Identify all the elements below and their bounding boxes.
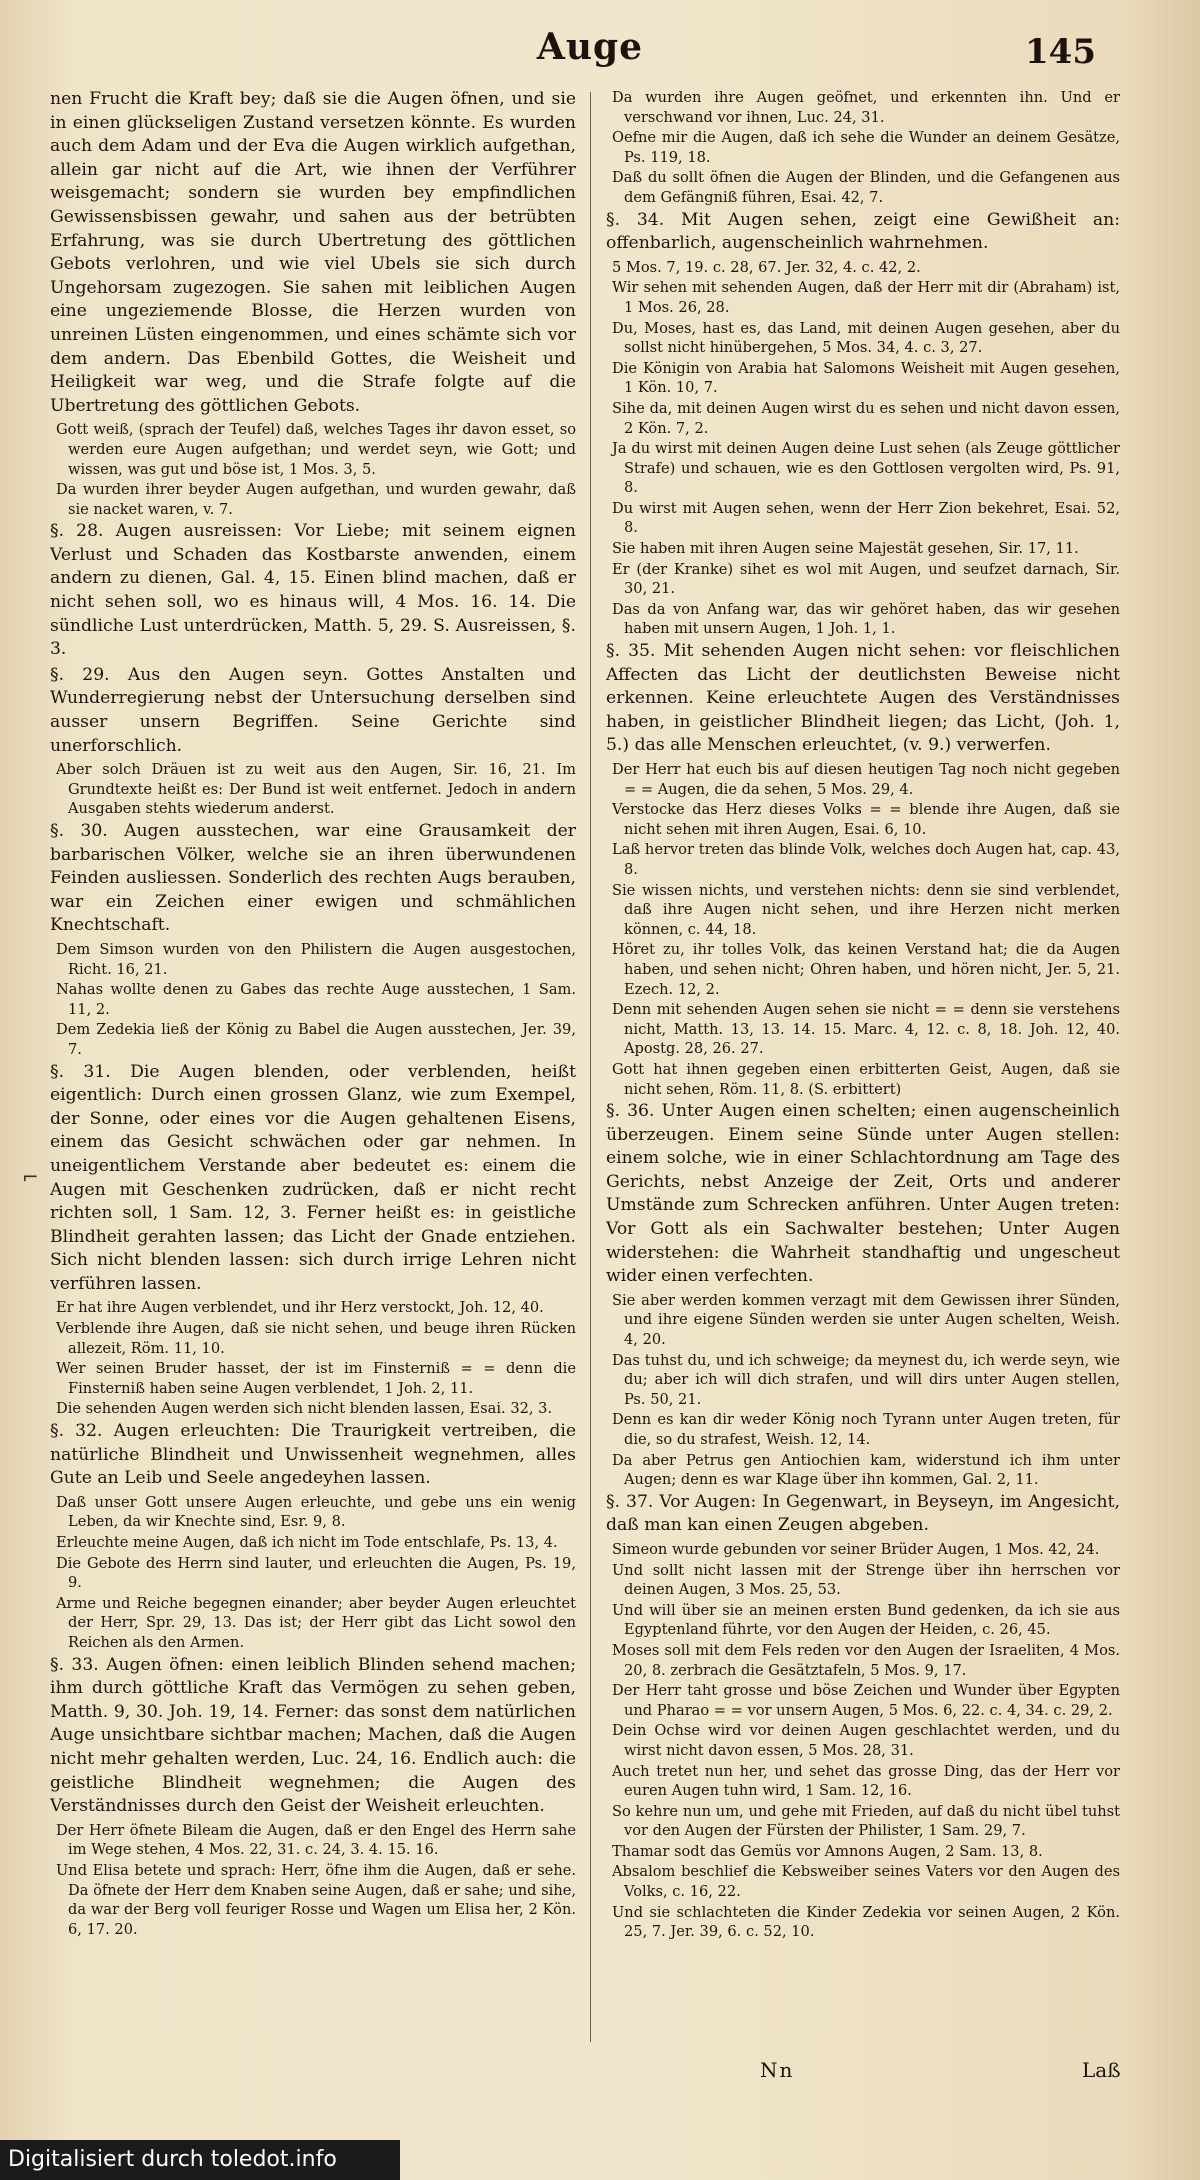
scripture-quote: Da aber Petrus gen Antiochien kam, widerstund ich ihm unter Augen; denn es war Klage über ihn kommen, Gal. 2, 11.	[612, 1451, 1120, 1489]
scripture-quote: Höret zu, ihr tolles Volk, das keinen Verstand hat; die da Augen haben, und sehen nicht; Ohren haben, und hören nicht, Jer. 5, 21. Ezech. 12, 2.	[612, 941, 1120, 998]
paragraph: §. 37. Vor Augen: In Gegenwart, in Beyseyn, im Angesicht, daß man kan einen Zeugen abgeben.	[606, 1491, 1120, 1536]
page-number: 145	[1025, 32, 1096, 72]
scripture-quote: Und sie schlachteten die Kinder Zedekia vor seinen Augen, 2 Kön. 25, 7. Jer. 39, 6. c. 52, 10.	[612, 1903, 1120, 1941]
scripture-quote: Erleuchte meine Augen, daß ich nicht im Tode entschlafe, Ps. 13, 4.	[56, 1534, 558, 1551]
paragraph: §. 35. Mit sehenden Augen nicht sehen: vor fleischlichen Affecten das Licht der deutlichsten Beweise nicht erkennen. Keine erleuchtete Augen des Verständnisses haben, in geistlicher Blindheit liegen; das Licht, (Joh. 1, 5.) das alle Menschen erleuchtet, (v. 9.) verwerfen.	[606, 641, 1120, 756]
scripture-quote: Ja du wirst mit deinen Augen deine Lust sehen (als Zeuge göttlicher Strafe) und schauen, wie es den Gottlosen vergolten wird, Ps. 91, 8.	[612, 440, 1120, 497]
paragraph: §. 28. Augen ausreissen: Vor Liebe; mit seinem eignen Verlust und Schaden das Kostbarste anwenden, einem andern zu dienen, Gal. 4, 15. Einen blind machen, daß er nicht sehen soll, wo es hinaus will, 4 Mos. 16. 14. Die sündliche Lust unterdrücken, Matth. 5, 29. S. Ausreissen, §. 3.	[50, 521, 576, 660]
scripture-quote: Verblende ihre Augen, daß sie nicht sehen, und beuge ihren Rücken allezeit, Röm. 11, 10.	[56, 1320, 576, 1357]
scripture-quote: Dem Simson wurden von den Philistern die Augen ausgestochen, Richt. 16, 21.	[56, 940, 576, 978]
scripture-quote: Auch tretet nun her, und sehet das grosse Ding, das der Herr vor euren Augen tuhn wird, 1 Sam. 12, 16.	[612, 1762, 1120, 1800]
paragraph: §. 33. Augen öfnen: einen leiblich Blinden sehend machen; ihm durch göttliche Kraft das Vermögen zu sehen geben, Matth. 9, 30. Joh. 19, 14. Ferner: das sonst dem natürlichen Auge unsichtbare sichtbar machen; Machen, daß die Augen nicht mehr gehalten werden, Luc. 24, 16. Endlich auch: die geistliche Blindheit wegnehmen; die Augen des Verständnisses durch den Geist der Weisheit erleuchten.	[50, 1654, 576, 1817]
scripture-quote: Und sollt nicht lassen mit der Strenge über ihn herrschen vor deinen Augen, 3 Mos. 25, 53.	[612, 1561, 1120, 1599]
page-footer	[0, 2058, 1200, 2108]
scripture-quote: Die Gebote des Herrn sind lauter, und erleuchten die Augen, Ps. 19, 9.	[56, 1554, 576, 1592]
scripture-quote: Thamar sodt das Gemüs vor Amnons Augen, 2 Sam. 13, 8.	[612, 1842, 1043, 1860]
scripture-quote: Er hat ihre Augen verblendet, und ihr Herz verstockt, Joh. 12, 40.	[56, 1299, 544, 1317]
paragraph: §. 30. Augen ausstechen, war eine Grausamkeit der barbarischen Völker, welche sie an ihren überwundenen Feinden ausliessen. Sonderlich des rechten Augs berauben, war ein Zeichen einer ewigen und schmählichen Knechtschaft.	[50, 821, 576, 936]
scripture-quote: Und Elisa betete und sprach: Herr, öfne ihm die Augen, daß er sehe. Da öfnete der Herr dem Knaben seine Augen, daß er sahe; und sihe, da war der Berg voll feuriger Rosse und Wagen um Elisa her, 2 Kön. 6, 17. 20.	[56, 1861, 576, 1938]
scripture-quote: Gott weiß, (sprach der Teufel) daß, welches Tages ihr davon esset, so werden eure Augen aufgethan; und werdet seyn, wie Gott; und wissen, was gut und böse ist, 1 Mos. 3, 5.	[56, 421, 576, 478]
catchword: Laß	[1082, 2058, 1121, 2082]
scripture-quote: Der Herr taht grosse und böse Zeichen und Wunder über Egypten und Pharao = = vor unsern Augen, 5 Mos. 6, 22. c. 4, 34. c. 29, 2.	[612, 1682, 1120, 1719]
scripture-quote: Aber solch Dräuen ist zu weit aus den Augen, Sir. 16, 21. Im Grundtexte heißt es: Der Bund ist weit entfernet. Jedoch in andern Ausgaben stehts wiederum anderst.	[56, 761, 576, 818]
scripture-quote: Moses soll mit dem Fels reden vor den Augen der Israeliten, 4 Mos. 20, 8. zerbrach die Gesätztafeln, 5 Mos. 9, 17.	[612, 1641, 1120, 1679]
scripture-quote: Daß du sollt öfnen die Augen der Blinden, und die Gefangenen aus dem Gefängniß führen, Esai. 42, 7.	[612, 169, 1120, 206]
scripture-quote: Da wurden ihrer beyder Augen aufgethan, und wurden gewahr, daß sie nacket waren, v. 7.	[56, 481, 576, 518]
scripture-quote: Verstocke das Herz dieses Volks = = blende ihre Augen, daß sie nicht sehen mit ihren Augen, Esai. 6, 10.	[612, 801, 1120, 838]
scripture-quote: Simeon wurde gebunden vor seiner Brüder Augen, 1 Mos. 42, 24.	[612, 1540, 1100, 1558]
scripture-quote: Die sehenden Augen werden sich nicht blenden lassen, Esai. 32, 3.	[56, 1400, 553, 1418]
scripture-quote: Sie wissen nichts, und verstehen nichts: denn sie sind verblendet, daß ihre Augen nicht sehen, und ihre Herzen nicht merken können, c. 44, 18.	[612, 881, 1120, 938]
scripture-quote: So kehre nun um, und gehe mit Frieden, auf daß du nicht übel tuhst vor den Augen der Fürsten der Philister, 1 Sam. 29, 7.	[612, 1802, 1120, 1840]
scripture-quote: Denn es kan dir weder König noch Tyrann unter Augen treten, für die, so du strafest, Weish. 12, 14.	[612, 1411, 1120, 1448]
column-divider	[590, 92, 591, 2042]
running-head	[0, 22, 1200, 82]
scripture-quote: Der Herr hat euch bis auf diesen heutigen Tag noch nicht gegeben = = Augen, die da sehen, 5 Mos. 29, 4.	[612, 761, 1120, 798]
scripture-quote: Wir sehen mit sehenden Augen, daß der Herr mit dir (Abraham) ist, 1 Mos. 26, 28.	[612, 279, 1120, 316]
paragraph: §. 34. Mit Augen sehen, zeigt eine Gewißheit an: offenbarlich, augenscheinlich wahrnehmen.	[606, 209, 1120, 254]
paragraph: §. 36. Unter Augen einen schelten; einen augenscheinlich überzeugen. Einem seine Sünde unter Augen stellen: einem solche, wie in einer Schlachtordnung am Tage des Gerichts, nebst Anzeige der Zeit, Orts und anderer Umstände zum Schrecken anführen. Unter Augen treten: Vor Gott als ein Sachwalter bestehen; Unter Augen widerstehen: die Wahrheit standhaftig und ungescheut wider einen verfechten.	[606, 1101, 1120, 1287]
scripture-quote: Du wirst mit Augen sehen, wenn der Herr Zion bekehret, Esai. 52, 8.	[612, 499, 1120, 537]
paragraph: nen Frucht die Kraft bey; daß sie die Augen öfnen, und sie in einen glückseligen Zustand versetzen könnte. Es wurden auch dem Adam und der Eva die Augen wirklich aufgethan, allein gar nicht auf die Art, wie ihnen der Verführer weisgemacht; sondern sie wurden bey empfindlichen Gewissensbissen gewahr, und sahen aus der betrübten Erfahrung, was sie durch Ubertretung des göttlichen Gebots verlohren, und wie viel Ubels sie sich durch Ungehorsam zugezogen. Sie sahen mit leiblichen Augen eine ungeziemende Blosse, die Herzen wurden von unreinen Lüsten eingenommen, und eines schämte sich vor dem andern. Das Ebenbild Gottes, die Weisheit und Heiligkeit war weg, und die Strafe folgte auf die Ubertretung des göttlichen Gebots.	[50, 89, 576, 416]
scripture-quote: Laß hervor treten das blinde Volk, welches doch Augen hat, cap. 43, 8.	[612, 841, 1120, 878]
digitization-watermark[interactable]: Digitalisiert durch toledot.info	[0, 2140, 400, 2180]
scripture-quote: Da wurden ihre Augen geöfnet, und erkennten ihn. Und er verschwand vor ihnen, Luc. 24, 31.	[612, 89, 1120, 126]
scripture-quote: Dein Ochse wird vor deinen Augen geschlachtet werden, und du wirst nicht davon essen, 5 Mos. 28, 31.	[612, 1722, 1120, 1759]
scripture-quote: Wer seinen Bruder hasset, der ist im Finsterniß = = denn die Finsterniß haben seine Augen verblendet, 1 Joh. 2, 11.	[56, 1360, 576, 1397]
scripture-quote: Dem Zedekia ließ der König zu Babel die Augen ausstechen, Jer. 39, 7.	[56, 1021, 576, 1058]
right-column	[606, 88, 1120, 2048]
paragraph: §. 32. Augen erleuchten: Die Traurigkeit vertreiben, die natürliche Blindheit und Unwissenheit wegnehmen, alles Gute an Leib und Seele angedeyhen lassen.	[50, 1421, 576, 1489]
left-column	[50, 88, 576, 2048]
scripture-quote: Gott hat ihnen gegeben einen erbitterten Geist, Augen, daß sie nicht sehen, Röm. 11, 8. (S. erbittert)	[612, 1060, 1120, 1098]
paragraph: §. 29. Aus den Augen seyn. Gottes Anstalten und Wunderregierung nebst der Untersuchung derselben sind ausser unsern Begriffen. Seine Gerichte sind unerforschlich.	[50, 664, 576, 756]
scripture-quote: Denn mit sehenden Augen sehen sie nicht = = denn sie verstehens nicht, Matth. 13, 13. 14. 15. Marc. 4, 12. c. 8, 18. Joh. 12, 40. Apostg. 28, 26. 27.	[612, 1001, 1120, 1058]
paragraph: §. 31. Die Augen blenden, oder verblenden, heißt eigentlich: Durch einen grossen Glanz, wie zum Exempel, der Sonne, oder eines vor die Augen gehaltenen Eisens, einem das Gesicht schwächen oder gar nehmen. In uneigentlichem Verstande aber bedeutet es: einem die Augen mit Geschenken zudrücken, daß er nicht recht richten soll, 1 Sam. 12, 3. Ferner heißt es: in geistliche Blindheit gerahten lassen; das Licht der Gnade entziehen. Sich nicht blenden lassen: sich durch irrige Lehren nicht verführen lassen.	[50, 1061, 576, 1294]
scripture-quote: Das tuhst du, und ich schweige; da meynest du, ich werde seyn, wie du; aber ich will dich strafen, und will dirs unter Augen stellen, Ps. 50, 21.	[612, 1351, 1120, 1408]
page-title: Auge	[536, 26, 644, 68]
scripture-quote: Sie aber werden kommen verzagt mit dem Gewissen ihrer Sünden, und ihre eigene Sünden werden sie unter Augen schelten, Weish. 4, 20.	[612, 1291, 1120, 1349]
scripture-quote: Der Herr öfnete Bileam die Augen, daß er den Engel des Herrn sahe im Wege stehen, 4 Mos. 22, 31. c. 24, 3. 4. 15. 16.	[56, 1821, 576, 1859]
scripture-quote: Sihe da, mit deinen Augen wirst du es sehen und nicht davon essen, 2 Kön. 7, 2.	[612, 399, 1120, 437]
scripture-quote: Das da von Anfang war, das wir gehöret haben, das wir gesehen haben mit unsern Augen, 1 Joh. 1, 1.	[612, 600, 1120, 638]
margin-mark: ⌐	[22, 1165, 39, 1189]
scripture-quote: Du, Moses, hast es, das Land, mit deinen Augen gesehen, aber du sollst nicht hinübergehen, 5 Mos. 34, 4. c. 3, 27.	[612, 319, 1120, 357]
scripture-quote: Absalom beschlief die Kebsweiber seines Vaters vor den Augen des Volks, c. 16, 22.	[612, 1863, 1120, 1901]
scripture-quote: Arme und Reiche begegnen einander; aber beyder Augen erleuchtet der Herr, Spr. 29, 13. Das ist; der Herr gibt das Licht sowol den Reichen als den Armen.	[56, 1594, 576, 1651]
scripture-quote: Und will über sie an meinen ersten Bund gedenken, da ich sie aus Egyptenland führte, vor den Augen der Heiden, c. 26, 45.	[612, 1601, 1120, 1639]
scripture-quote: Daß unser Gott unsere Augen erleuchte, und gebe uns ein wenig Leben, da wir Knechte sind, Esr. 9, 8.	[56, 1493, 576, 1531]
scripture-quote: Die Königin von Arabia hat Salomons Weisheit mit Augen gesehen, 1 Kön. 10, 7.	[612, 359, 1120, 397]
scripture-quote: Nahas wollte denen zu Gabes das rechte Auge ausstechen, 1 Sam. 11, 2.	[56, 981, 576, 1018]
signature-mark: Nn	[760, 2058, 795, 2082]
scripture-quote: Er (der Kranke) sihet es wol mit Augen, und seufzet darnach, Sir. 30, 21.	[612, 560, 1120, 598]
scripture-quote: 5 Mos. 7, 19. c. 28, 67. Jer. 32, 4. c. 42, 2.	[612, 258, 921, 276]
scripture-quote: Sie haben mit ihren Augen seine Majestät gesehen, Sir. 17, 11.	[612, 540, 1079, 558]
scripture-quote: Oefne mir die Augen, daß ich sehe die Wunder an deinem Gesätze, Ps. 119, 18.	[612, 129, 1120, 166]
